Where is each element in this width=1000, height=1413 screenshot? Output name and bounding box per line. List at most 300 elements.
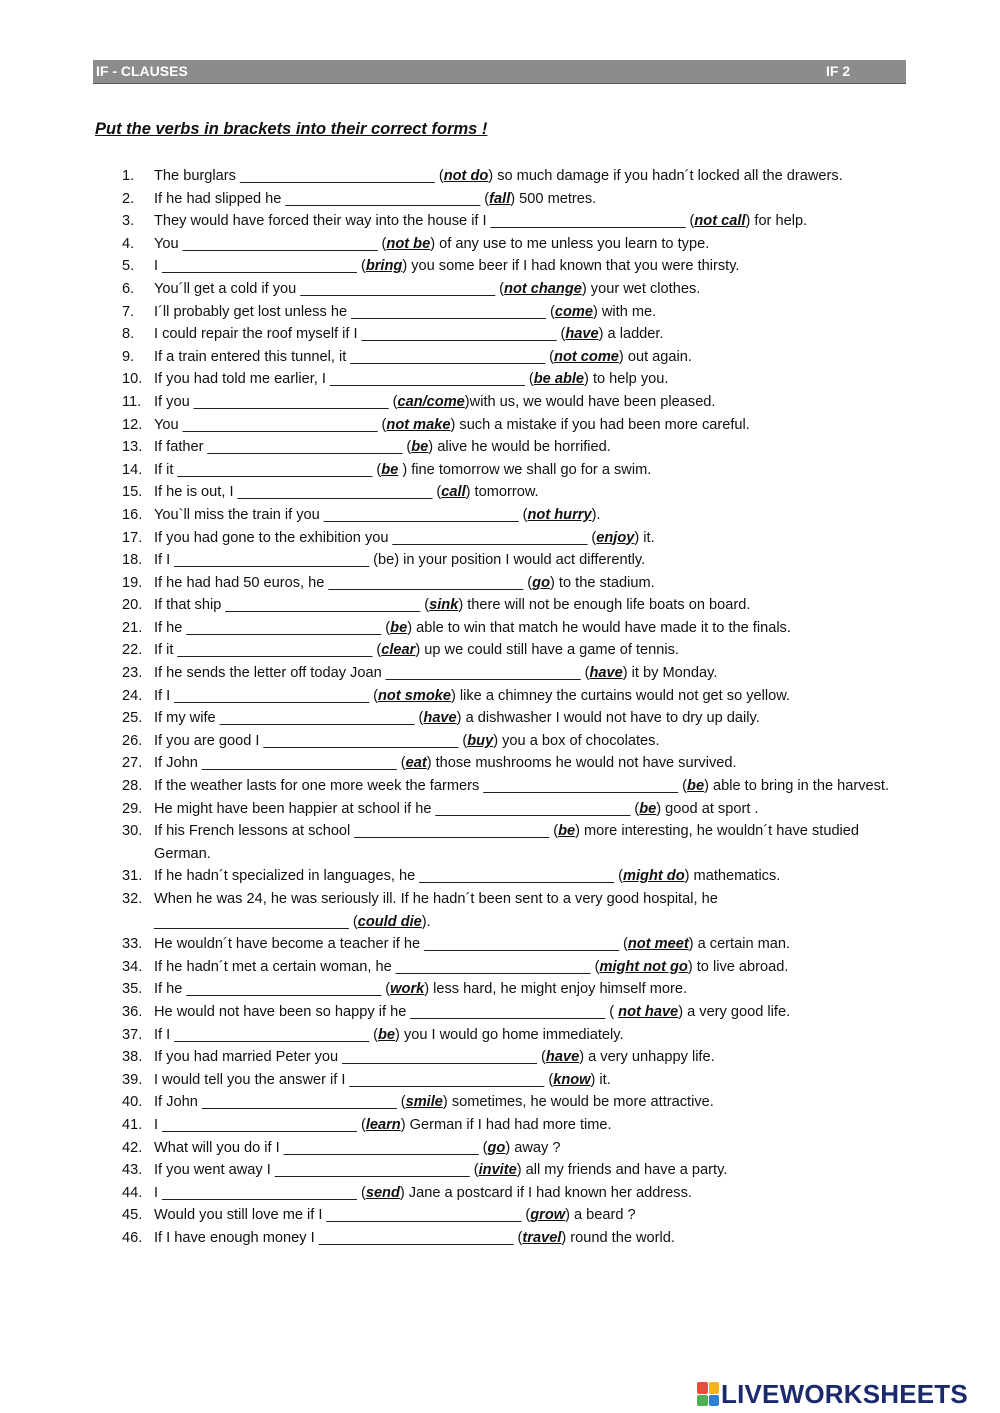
question-item <box>122 278 912 301</box>
bracket-open: ( <box>469 1162 479 1179</box>
bracket-open: ( <box>545 303 555 320</box>
bracket-open: ( <box>372 461 382 478</box>
question-text <box>154 278 912 301</box>
question-stem: If my wife <box>154 710 220 727</box>
answer-blank[interactable]: ________________________ <box>385 665 581 682</box>
question-number: 22. <box>122 642 143 659</box>
question-item <box>122 707 912 730</box>
question-item <box>122 301 912 324</box>
question-rest: ) you some beer if I had known that you were thirsty. <box>402 258 740 275</box>
answer-blank[interactable]: ________________________ <box>162 1116 357 1133</box>
verb-hint: not call <box>694 213 746 230</box>
bracket-open: ( <box>590 958 600 975</box>
answer-blank[interactable]: ________________________ <box>186 619 382 636</box>
bracket-open: ( <box>369 1026 378 1043</box>
answer-blank[interactable]: ________________________ <box>419 868 615 885</box>
bracket-open: ( <box>580 665 590 682</box>
verb-hint: clear <box>381 642 416 659</box>
question-stem: I <box>154 1184 163 1201</box>
question-item <box>122 1227 912 1250</box>
question-text <box>154 1159 912 1182</box>
question-item <box>122 933 912 956</box>
question-item <box>122 233 912 256</box>
question-text <box>154 414 912 437</box>
verb-hint: sink <box>429 597 459 614</box>
question-stem: I would tell you the answer if I <box>154 1071 350 1088</box>
question-item <box>122 1182 912 1205</box>
verb-hint: not change <box>504 280 582 297</box>
verb-hint: invite <box>478 1162 517 1179</box>
bracket-open: ( <box>521 1207 531 1224</box>
verb-hint: not hurry <box>527 506 592 523</box>
exercise-list <box>122 165 912 1250</box>
verb-hint: be <box>411 439 429 456</box>
answer-blank[interactable]: ________________________ <box>177 461 373 478</box>
question-item <box>122 414 912 437</box>
bracket-open: ( <box>587 529 597 546</box>
bracket-open: ( <box>478 1139 488 1156</box>
verb-hint: buy <box>467 732 494 749</box>
question-number: 40. <box>122 1094 143 1111</box>
verb-hint: enjoy <box>596 529 635 546</box>
question-item <box>122 459 912 482</box>
question-rest: ). <box>421 913 431 930</box>
bracket-open: (be) in your position I would act differently. <box>369 552 646 569</box>
answer-blank[interactable]: ________________________ <box>483 778 679 795</box>
answer-blank[interactable]: ________________________ <box>207 439 403 456</box>
question-text <box>154 752 912 775</box>
question-rest: ) good at sport . <box>656 800 759 817</box>
bracket-open: ( <box>372 642 382 659</box>
answer-blank[interactable]: ________________________ <box>318 1229 514 1246</box>
bracket-open: ( <box>434 168 444 184</box>
question-rest: ) able to bring in the harvest. <box>704 778 890 795</box>
question-text <box>154 459 912 482</box>
question-number: 6. <box>122 280 135 297</box>
question-stem: If the weather lasts for one more week the farmers <box>154 778 484 795</box>
answer-blank[interactable]: ________________________ <box>300 280 496 297</box>
question-number: 19. <box>122 574 143 591</box>
question-rest: ) less hard, he might enjoy himself more. <box>424 981 688 998</box>
answer-blank[interactable]: ________________________ <box>154 913 349 930</box>
question-number: 42. <box>122 1139 143 1156</box>
question-item <box>122 662 912 685</box>
question-stem: I <box>154 1116 163 1133</box>
question-number: 32. <box>122 891 143 907</box>
question-stem: If his French lessons at school <box>154 823 355 840</box>
question-text <box>154 1182 912 1205</box>
answer-blank[interactable]: ________________________ <box>323 506 519 523</box>
question-stem: If he sends the letter off today Joan <box>154 665 386 682</box>
question-number: 12. <box>122 416 143 433</box>
question-stem: If he had had 50 euros, he <box>154 574 329 591</box>
question-text <box>154 323 912 346</box>
question-stem: When he was 24, he was seriously ill. If he hadn´t been sent to a very good hospital, he <box>154 891 718 907</box>
bracket-open: ( <box>388 393 398 410</box>
question-item <box>122 1114 912 1137</box>
question-stem: He would not have been so happy if he <box>154 1003 411 1020</box>
question-number: 36. <box>122 1003 143 1020</box>
header-title: IF - CLAUSES <box>96 63 188 79</box>
question-item <box>122 775 912 798</box>
question-rest: ) your wet clothes. <box>581 280 701 297</box>
bracket-open: ( <box>396 755 406 772</box>
verb-hint: can/come <box>397 393 465 410</box>
question-number: 23. <box>122 665 143 682</box>
bracket-open: ( <box>356 1116 366 1133</box>
question-rest: ) sometimes, he would be more attractive. <box>442 1094 714 1111</box>
question-text <box>154 594 912 617</box>
bracket-open: ( <box>544 1071 554 1088</box>
answer-blank[interactable]: ________________________ <box>201 1094 397 1111</box>
bracket-open: ( <box>524 371 534 388</box>
question-stem: He might have been happier at school if he <box>154 800 436 817</box>
question-rest: ) out again. <box>618 348 692 365</box>
question-number: 37. <box>122 1026 143 1043</box>
question-rest: ) alive he would be horrified. <box>428 439 611 456</box>
question-item <box>122 481 912 504</box>
question-rest: ) like a chimney the curtains would not get so yellow. <box>450 687 791 704</box>
bracket-open: ( <box>605 1003 619 1020</box>
question-number: 1. <box>122 168 135 184</box>
question-item <box>122 323 912 346</box>
answer-blank[interactable]: ________________________ <box>351 303 546 320</box>
question-text <box>154 888 912 933</box>
bracket-open: ( <box>685 213 695 230</box>
answer-blank[interactable]: ________________________ <box>162 1184 357 1201</box>
question-stem: You´ll get a cold if you <box>154 280 301 297</box>
question-rest: ) away ? <box>505 1139 561 1156</box>
question-text <box>154 978 912 1001</box>
question-item <box>122 255 912 278</box>
question-number: 28. <box>122 778 143 795</box>
answer-blank[interactable]: ________________________ <box>186 981 382 998</box>
verb-hint: call <box>441 484 466 501</box>
question-rest: )with us, we would have been pleased. <box>464 393 716 410</box>
verb-hint: could die <box>357 913 422 930</box>
question-number: 24. <box>122 687 143 704</box>
question-item <box>122 1159 912 1182</box>
question-stem: If he hadn´t met a certain woman, he <box>154 958 396 975</box>
question-item <box>122 1204 912 1227</box>
question-item <box>122 1001 912 1024</box>
question-stem: If I <box>154 687 175 704</box>
question-stem: If you <box>154 393 194 410</box>
question-number: 2. <box>122 190 135 207</box>
question-number: 39. <box>122 1071 143 1088</box>
logo-text: LIVEWORKSHEETS <box>721 1378 968 1409</box>
question-rest: ) able to win that match he would have made it to the finals. <box>407 619 791 636</box>
question-rest: ) so much damage if you hadn´t locked all the drawers. <box>488 168 843 184</box>
question-number: 10. <box>122 371 143 388</box>
bracket-open: ( <box>420 597 430 614</box>
question-item <box>122 165 912 188</box>
question-item <box>122 1046 912 1069</box>
question-number: 11. <box>122 393 142 410</box>
verb-hint: go <box>487 1139 506 1156</box>
question-text <box>154 1024 912 1047</box>
question-rest: ) to live abroad. <box>687 958 789 975</box>
answer-blank[interactable]: ________________________ <box>182 235 378 252</box>
bracket-open: ( <box>523 574 533 591</box>
question-text <box>154 707 912 730</box>
question-text <box>154 730 912 753</box>
verb-hint: have <box>423 710 457 727</box>
verb-hint: eat <box>405 755 427 772</box>
question-text <box>154 549 912 572</box>
answer-blank[interactable]: ________________________ <box>174 687 370 704</box>
question-rest: ) for help. <box>745 213 808 230</box>
question-number: 46. <box>122 1229 143 1246</box>
question-rest: ) you I would go home immediately. <box>395 1026 624 1043</box>
question-rest: ). <box>591 506 601 523</box>
bracket-open: ( <box>369 687 378 704</box>
question-item <box>122 956 912 979</box>
answer-blank[interactable]: ________________________ <box>263 732 459 749</box>
answer-blank[interactable]: ________________________ <box>392 529 588 546</box>
answer-blank[interactable]: ________________________ <box>435 800 631 817</box>
question-item <box>122 617 912 640</box>
question-item <box>122 685 912 708</box>
question-number: 43. <box>122 1162 143 1179</box>
question-stem: If he <box>154 981 187 998</box>
question-item <box>122 1137 912 1160</box>
question-text <box>154 956 912 979</box>
question-stem: If it <box>154 642 178 659</box>
question-number: 29. <box>122 800 143 817</box>
question-text <box>154 527 912 550</box>
question-stem: If you had gone to the exhibition you <box>154 529 393 546</box>
question-stem: What will you do if I <box>154 1139 284 1156</box>
question-number: 9. <box>122 348 135 365</box>
bracket-open: ( <box>348 913 358 930</box>
bracket-open: ( <box>356 258 366 275</box>
answer-blank[interactable]: ________________________ <box>283 1139 479 1156</box>
question-stem: If you had told me earlier, I <box>154 371 331 388</box>
question-text <box>154 368 912 391</box>
question-number: 3. <box>122 213 135 230</box>
verb-hint: grow <box>530 1207 566 1224</box>
question-stem: You`ll miss the train if you <box>154 506 324 523</box>
question-text <box>154 685 912 708</box>
question-number: 41. <box>122 1116 143 1133</box>
answer-blank[interactable]: ________________________ <box>182 416 378 433</box>
question-text <box>154 820 912 865</box>
answer-blank[interactable]: ________________________ <box>174 1026 370 1043</box>
question-rest: ) mathematics. <box>684 868 781 885</box>
question-stem: If father <box>154 439 208 456</box>
question-rest: ) you a box of chocolates. <box>493 732 660 749</box>
answer-blank[interactable]: ________________________ <box>349 1071 545 1088</box>
question-rest: ) tomorrow. <box>465 484 539 501</box>
question-number: 15. <box>122 484 143 501</box>
question-stem: If you had married Peter you <box>154 1049 343 1066</box>
verb-hint: come <box>554 303 593 320</box>
question-stem: If he is out, I <box>154 484 238 501</box>
verb-hint: send <box>365 1184 400 1201</box>
question-number: 31. <box>122 868 143 885</box>
verb-hint: be <box>381 461 399 478</box>
question-number: 13. <box>122 439 143 456</box>
question-stem: If he hadn´t specialized in languages, he <box>154 868 420 885</box>
question-number: 8. <box>122 326 135 343</box>
question-stem: If it <box>154 461 178 478</box>
answer-blank[interactable]: ________________________ <box>342 1049 537 1066</box>
verb-hint: be <box>390 619 408 636</box>
question-item <box>122 798 912 821</box>
answer-blank[interactable]: ________________________ <box>410 1003 606 1020</box>
question-text <box>154 775 912 798</box>
question-rest: ) fine tomorrow we shall go for a swim. <box>398 461 652 478</box>
question-item <box>122 1069 912 1092</box>
bracket-open: ( <box>556 326 566 343</box>
verb-hint: learn <box>365 1116 401 1133</box>
question-rest: ) a very unhappy life. <box>579 1049 715 1066</box>
question-rest: ) a certain man. <box>688 936 791 953</box>
bracket-open: ( <box>549 823 559 840</box>
question-item <box>122 730 912 753</box>
question-number: 16. <box>122 506 143 523</box>
question-rest: ) there will not be enough life boats on board. <box>458 597 751 614</box>
question-text <box>154 798 912 821</box>
question-item <box>122 346 912 369</box>
answer-blank[interactable]: ________________________ <box>490 213 686 230</box>
question-text <box>154 1069 912 1092</box>
question-stem: They would have forced their way into the house if I <box>154 213 491 230</box>
question-stem: If you went away I <box>154 1162 275 1179</box>
question-number: 20. <box>122 597 143 614</box>
verb-hint: be <box>687 778 705 795</box>
answer-blank[interactable]: ________________________ <box>330 371 525 388</box>
verb-hint: have <box>565 326 599 343</box>
question-stem: You <box>154 416 183 433</box>
verb-hint: work <box>390 981 425 998</box>
bracket-open: ( <box>356 1184 366 1201</box>
question-text <box>154 639 912 662</box>
question-rest: ) Jane a postcard if I had known her address. <box>399 1184 692 1201</box>
question-stem: If John <box>154 1094 202 1111</box>
question-stem: If you are good I <box>154 732 264 749</box>
question-rest: ) it by Monday. <box>622 665 718 682</box>
question-number: 38. <box>122 1049 143 1066</box>
question-rest: ) a beard ? <box>565 1207 636 1224</box>
question-text <box>154 1204 912 1227</box>
bracket-open: ( <box>614 868 624 885</box>
verb-hint: be <box>378 1026 396 1043</box>
question-stem: If he had slipped he <box>154 190 286 207</box>
answer-blank[interactable]: ________________________ <box>274 1162 470 1179</box>
answer-blank[interactable]: ________________________ <box>237 484 433 501</box>
question-item <box>122 527 912 550</box>
question-text <box>154 436 912 459</box>
bracket-open: ( <box>630 800 640 817</box>
bracket-open: ( <box>678 778 688 795</box>
question-text <box>154 1001 912 1024</box>
question-number: 30. <box>122 823 143 840</box>
bracket-open: ( <box>458 732 468 749</box>
question-rest: ) up we could still have a game of tennis. <box>415 642 679 659</box>
answer-blank[interactable]: ________________________ <box>174 552 370 569</box>
question-item <box>122 391 912 414</box>
verb-hint: be <box>558 823 576 840</box>
question-number: 27. <box>122 755 143 772</box>
question-rest: ) a dishwasher I would not have to dry up daily. <box>456 710 760 727</box>
answer-blank[interactable]: ________________________ <box>239 168 435 184</box>
verb-hint: know <box>553 1071 591 1088</box>
verb-hint: not come <box>554 348 619 365</box>
question-rest: ) German if I had had more time. <box>400 1116 612 1133</box>
verb-hint: might do <box>623 868 685 885</box>
bracket-open: ( <box>537 1049 546 1066</box>
question-number: 7. <box>122 303 135 320</box>
header-bar <box>93 60 906 84</box>
question-text <box>154 1227 912 1250</box>
answer-blank[interactable]: ________________________ <box>219 710 415 727</box>
question-number: 14. <box>122 461 143 478</box>
question-item <box>122 865 912 888</box>
bracket-open: ( <box>402 439 412 456</box>
answer-blank[interactable]: ________________________ <box>162 258 357 275</box>
question-text <box>154 255 912 278</box>
question-text <box>154 1046 912 1069</box>
answer-blank[interactable]: ________________________ <box>361 326 557 343</box>
question-rest: ) round the world. <box>561 1229 675 1246</box>
bracket-open: ( <box>377 235 387 252</box>
verb-hint: have <box>589 665 623 682</box>
question-rest: ) 500 metres. <box>510 190 597 207</box>
question-text <box>154 165 912 188</box>
question-text <box>154 504 912 527</box>
liveworksheets-logo-icon <box>697 1382 719 1406</box>
bracket-open: ( <box>381 981 391 998</box>
question-item <box>122 572 912 595</box>
bracket-open: ( <box>432 484 442 501</box>
question-number: 44. <box>122 1184 143 1201</box>
question-item <box>122 436 912 459</box>
question-item <box>122 368 912 391</box>
header-right-label: IF 2 <box>826 63 851 79</box>
answer-blank[interactable]: ________________________ <box>354 823 550 840</box>
answer-blank[interactable]: ________________________ <box>177 642 373 659</box>
question-number: 18. <box>122 552 143 569</box>
question-number: 35. <box>122 981 143 998</box>
question-stem: I could repair the roof myself if I <box>154 326 362 343</box>
bracket-open: ( <box>377 416 387 433</box>
answer-blank[interactable]: ________________________ <box>225 597 421 614</box>
question-number: 5. <box>122 258 135 275</box>
question-number: 34. <box>122 958 143 975</box>
answer-blank[interactable]: ________________________ <box>326 1207 522 1224</box>
verb-hint: travel <box>522 1229 562 1246</box>
verb-hint: not have <box>618 1003 679 1020</box>
answer-blank[interactable]: ________________________ <box>285 190 481 207</box>
question-rest: ) those mushrooms he would not have survived. <box>426 755 737 772</box>
answer-blank[interactable]: ________________________ <box>328 574 524 591</box>
question-rest: ) a ladder. <box>598 326 664 343</box>
bracket-open: ( <box>480 190 490 207</box>
question-item <box>122 210 912 233</box>
answer-blank[interactable]: ________________________ <box>201 755 397 772</box>
answer-blank[interactable]: ________________________ <box>395 958 591 975</box>
question-number: 4. <box>122 235 135 252</box>
question-rest: ) such a mistake if you had been more careful. <box>450 416 750 433</box>
answer-blank[interactable]: ________________________ <box>193 393 389 410</box>
answer-blank[interactable]: ________________________ <box>424 936 619 953</box>
verb-hint: not meet <box>627 936 689 953</box>
answer-blank[interactable]: ________________________ <box>350 348 546 365</box>
question-item <box>122 888 912 933</box>
question-rest: ) to help you. <box>584 371 669 388</box>
